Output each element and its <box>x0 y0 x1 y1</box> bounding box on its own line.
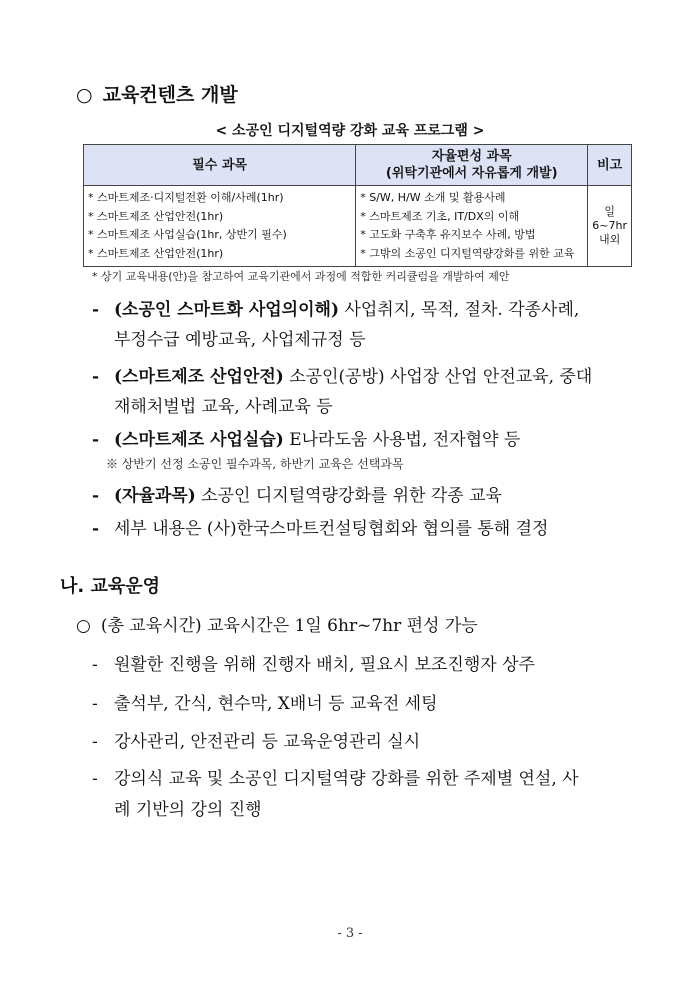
note-line2: 내외 <box>599 233 621 246</box>
dash-bullet: - <box>92 486 100 506</box>
table-footnote: * 상기 교육내용(안)을 참고하여 교육기관에서 과정에 적합한 커리큘럼을 개발하여 제안 <box>92 270 510 283</box>
header-note: 비고 <box>588 145 632 186</box>
list-item: * 고도화 구축후 유지보수 사례, 방법 <box>360 228 536 241</box>
list-item: * 스마트제조 산업안전(1hr) <box>88 209 224 223</box>
dash-bullet: - <box>92 430 100 450</box>
list-item: * S/W, H/W 소개 및 활용사례 <box>360 191 506 204</box>
circle-bullet-icon: ○ <box>76 84 93 106</box>
note-cell <box>588 186 632 267</box>
list-item: * 스마트제조 사업실습(1hr, 상반기 필수) <box>88 228 287 241</box>
elective-cell <box>356 186 588 267</box>
list-item: * 그밖의 소공인 디지털역량강화를 위한 교육 <box>360 246 575 260</box>
item-text: 원활한 진행을 위해 진행자 배치, 필요시 보조진행자 상주 <box>114 655 535 675</box>
section-heading <box>76 80 238 107</box>
dash-bullet: - <box>92 519 100 539</box>
table-header-row <box>84 145 632 186</box>
item-text: 세부 내용은 (사)한국스마트컨설팅협회와 협의를 통해 결정 <box>114 519 549 539</box>
program-table <box>83 144 632 267</box>
dash-bullet: - <box>92 367 100 387</box>
content-item-4 <box>92 481 638 511</box>
header-elective-line2: (위탁기관에서 자유롭게 개발) <box>385 166 558 181</box>
table-caption: < 소공인 디지털역량 강화 교육 프로그램 > <box>215 123 485 139</box>
item-text: 강의식 교육 및 소공인 디지털역량 강화를 위한 주제별 연설, 사 <box>114 769 579 789</box>
header-elective-line1: 자율편성 과목 <box>431 149 512 164</box>
content-item-5 <box>92 514 638 544</box>
operation-item-2 <box>92 689 638 720</box>
dash-bullet: - <box>92 732 98 752</box>
item-label: (스마트제조 사업실습) <box>114 430 284 450</box>
section-title: 교육컨텐츠 개발 <box>102 84 238 106</box>
dash-bullet: - <box>92 694 98 714</box>
note-line1: 일 6~7hr <box>592 205 627 232</box>
item-text-continued: 례 기반의 강의 진행 <box>114 800 262 820</box>
content-item-2 <box>92 362 638 422</box>
operation-summary <box>76 611 478 636</box>
part-heading: 나. 교육운영 <box>60 576 161 597</box>
dash-bullet: - <box>92 769 98 789</box>
item-text: 소공인 디지털역량강화를 위한 각종 교육 <box>195 486 502 506</box>
operation-item-1 <box>92 650 638 681</box>
content-item-3 <box>92 425 638 455</box>
required-cell <box>84 186 356 267</box>
item-text: E나라도움 사용법, 전자협약 등 <box>283 430 521 450</box>
dash-bullet: - <box>92 300 100 320</box>
sub-note: ※ 상반기 선정 소공인 필수과목, 하반기 교육은 선택과목 <box>106 457 404 471</box>
circle-bullet-icon: ○ <box>76 616 91 636</box>
item-text: 소공인(공방) 사업장 산업 안전교육, 중대 <box>283 367 593 387</box>
item-label: (스마트제조 산업안전) <box>114 367 284 387</box>
item-text: 사업취지, 목적, 절차. 각종사례, <box>339 300 580 320</box>
operation-item-4 <box>92 764 638 826</box>
item-label: (소공인 스마트화 사업의이해) <box>114 300 339 320</box>
item-text-continued: 부정수급 예방교육, 사업제규정 등 <box>114 330 366 350</box>
list-item: * 스마트제조·디지털전환 이해/사례(1hr) <box>88 191 284 204</box>
item-label: (자율과목) <box>114 486 196 506</box>
list-item: * 스마트제조 기초, IT/DX의 이해 <box>360 209 520 223</box>
dash-bullet: - <box>92 655 98 675</box>
list-item: * 스마트제조 산업안전(1hr) <box>88 246 224 260</box>
header-required: 필수 과목 <box>84 145 356 186</box>
content-item-1 <box>92 295 638 355</box>
operation-item-3 <box>92 727 638 758</box>
table-row <box>84 186 632 267</box>
page-number: - 3 - <box>337 926 363 941</box>
item-text-continued: 재해처벌법 교육, 사례교육 등 <box>114 397 333 417</box>
item-text: 출석부, 간식, 현수막, X배너 등 교육전 세팅 <box>114 694 438 714</box>
header-elective <box>356 145 588 186</box>
operation-summary-text: (총 교육시간) 교육시간은 1일 6hr~7hr 편성 가능 <box>100 616 478 636</box>
item-text: 강사관리, 안전관리 등 교육운영관리 실시 <box>114 732 421 752</box>
